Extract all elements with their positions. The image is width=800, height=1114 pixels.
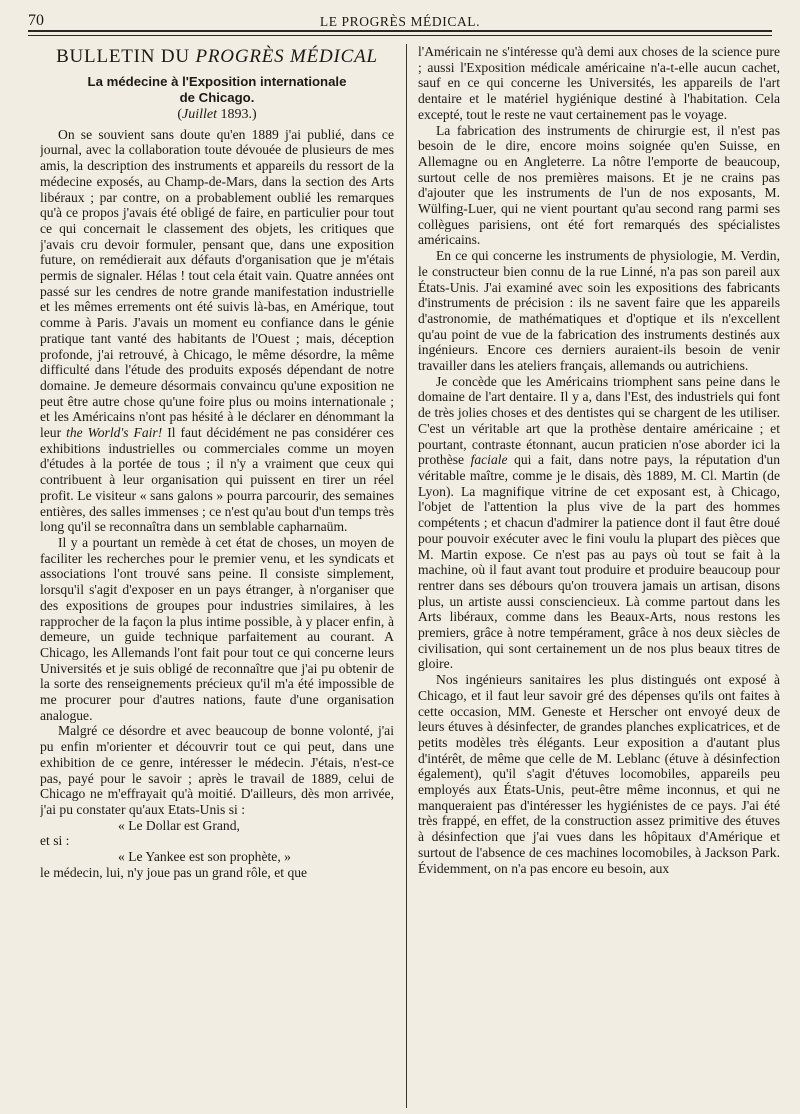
running-title: LE PROGRÈS MÉDICAL. <box>319 14 481 29</box>
quote-line-2: « Le Yankee est son prophète, » <box>118 849 291 865</box>
right-paragraph-3: En ce qui concerne les instruments de physiologie, M. Verdin, le constructeur bien connu de la rue Linné, n'a pas son pareil aux États-Unis. J'ai examiné avec soin les expositions des fabricants d'instruments de précision : ils ne savent faire que les appareils d'astronomie, de mathématiques et d'optique et ils n'excellent qu'au point de vue de la fabrication des instruments destinés aux ingénieurs. Encore ces derniers auraient-ils besoin de venir travailler dans les ateliers français, allemands ou autrichiens. <box>418 248 780 374</box>
left-column <box>40 44 394 1108</box>
left-p1-text-a: On se souvient sans doute qu'en 1889 j'ai publié, dans ce journal, avec la collaboration toute dévouée de plusieurs de mes amis, la description des instruments et appareils du ressort de la médecine exposés, au Champ-de-Mars, dans la section des Arts libéraux ; par contre, on a probablement oublié les remarques qu'à ce propos j'avais été obligé de faire, en particulier pour tout ce qui concernait le classement des objets, les critiques que j'avais cru devoir formuler, pensant que, dans une exposition future, on remédierait aux défauts d'organisation que je m'étais permis de signaler. Hélas ! tout cela était vain. Quatre années ont passé sur les cendres de notre grande manifestation industrielle et les mêmes errements ont été suivis là-bas, en Amérique, tout comme à Paris. J'avais un moment eu confiance dans le génie pratique tant vanté des habitants de l'Ouest ; mais, déception profonde, j'ai retrouvé, à Chicago, le même désordre, la même difficulté dans l'étude des produits exposés dépendant de notre domaine. Je demeure désormais convaincu qu'une exposition ne peut être autre chose qu'une foire plus ou moins internationale ; et les Américains n'ont pas hésité à le déclarer en dénommant la leur <box>40 126 394 441</box>
quote-line-1: « Le Dollar est Grand, <box>118 817 240 833</box>
quote-connector: et si : <box>40 833 70 849</box>
left-p1-italic: the World's Fair! <box>66 425 163 441</box>
left-paragraph-2: Il y a pourtant un remède à cet état de choses, un moyen de faciliter les recherches pour le premier venu, et les syndicats et associations l'ont trouvé sans peine. Il consiste simplement, lorsqu'il s'agit d'exposer en un pays étranger, à n'organiser que des expositions de groupes pour industries similaires, à les rapprocher de la façon la plus intime possible, à y placer enfin, à demeure, un guide technique parfaitement au courant. A Chicago, les Allemands l'ont fait pour tout ce qui concerne leurs Universités et je suis obligé de reconnaître que j'ai pu obtenir de la sorte des renseignements précieux qu'il m'a été impossible de me procurer pour d'autres nations, faute d'une organisation analogue. <box>40 534 394 723</box>
right-paragraph-4 <box>418 374 780 672</box>
bulletin-prefix: BULLETIN DU <box>56 46 196 67</box>
right-p4-text-a: Je concède que les Américains triomphent sans peine dans le domaine de l'art dentaire. Il y a, dans l'Est, des industriels qui font de très jolies choses et des dentistes qui se chargent de les utiliser. C'est un véritable art que la prothèse dentaire américaine ; et pourtant, contraste étonnant, aucun praticien n'ose aborder ici la prothèse <box>418 373 780 468</box>
right-paragraph-1: l'Américain ne s'intéresse qu'à demi aux choses de la science pure ; aussi l'Exposition médicale américaine n'a-t-elle aucun cachet, sauf en ce qui concerne les Universités, les appareils de l'art dentaire et le matériel hygiénique destiné à l'habitation. Cela excepté, tout le reste ne vaut certainement pas le voyage. <box>418 44 780 122</box>
date-year: 1893.) <box>217 107 257 122</box>
right-paragraph-5: Nos ingénieurs sanitaires les plus distingués ont exposé à Chicago, et il faut leur savoir gré des dépenses qu'ils ont faites à cette occasion, MM. Geneste et Herscher ont envoyé deux de leurs étuves à désinfecter, de grandes planches explicatrices, et de petits modèles très élégants. Leur exposition a d'autant plus d'intérêt, de même que celle de M. Leblanc (étuve à désinfection également), qu'il s'agit d'étuves locomobiles, appareils peu employés aux États-Unis, peut-être même inconnus, et qui ne manqueraient pas d'intéresser les hygiénistes de ce pays. J'ai été très frappé, en effet, de la construction assez primitive des étuves à désinfection que j'ai vues dans les hôpitaux d'Amérique et surtout de l'absence de ces machines locomobiles, à Jackson Park. Évidemment, on n'a pas encore eu besoin, aux <box>418 672 780 876</box>
article-date <box>40 107 394 123</box>
left-p1-text-b: Il faut décidément ne pas considérer ces exhibitions industrielles ou commerciales comme un moyen d'études à la portée de tous ; il n'y a vraiment que ceux qui contribuent à leur organisation qui puissent en tirer un réel profit. Le visiteur « sans galons » pourra parcourir, des semaines entières, des salles immenses ; ce n'est qu'au bout d'un temps très long qu'il se reconnaîtra dans un semblable capharnaüm. <box>40 425 394 535</box>
article-title-line-2: de Chicago. <box>179 89 255 105</box>
date-month: Juillet <box>182 107 217 122</box>
date-open: ( <box>177 107 182 122</box>
page-number: 70 <box>28 12 44 29</box>
left-paragraph-3: Malgré ce désordre et avec beaucoup de bonne volonté, j'ai pu enfin m'orienter et découvrir tout ce qui peut, dans une exhibition de ce genre, intéresser le médecin. J'étais, n'est-ce pas, payé pour le savoir ; après le travail de 1889, celui de Chicago ne m'effrayait qu'à moitié. D'ailleurs, dès mon arrivée, j'ai pu constater qu'aux Etats-Unis si : <box>40 723 394 817</box>
left-paragraph-1 <box>40 127 394 535</box>
bulletin-journal-name: PROGRÈS MÉDICAL <box>195 46 378 67</box>
bulletin-title <box>40 46 394 68</box>
left-last-line: le médecin, lui, n'y joue pas un grand rôle, et que <box>40 864 308 880</box>
header-rule-thick <box>28 30 772 32</box>
header-rule-thin <box>28 35 772 36</box>
right-column <box>418 44 780 1108</box>
right-paragraph-2: La fabrication des instruments de chirurgie est, il n'est pas besoin de le dire, encore moins soignée qu'en Suisse, en Allemagne ou en Angleterre. La nôtre l'emporte de beaucoup, surtout celle de nos premières maisons. Et je ne crains pas d'ajouter que les instruments de l'un de nos exposants, M. Wülfing-Luer, qui ne vient pourtant qu'au second rang parmi ses collègues parisiens, ont été fort remarqués des spécialistes américains. <box>418 122 780 248</box>
article-title-line-1: La médecine à l'Exposition internationale <box>87 74 347 89</box>
right-p4-italic: faciale <box>470 452 508 468</box>
column-separator <box>406 44 407 1108</box>
right-p4-text-b: qui a fait, dans notre pays, la réputation d'un véritable maître, comme je le disais, dès 1889, M. Cl. Martin (de Lyon). La magnifique vitrine de cet exposant est, à Chicago, l'objet de l'attention la plus vive de la part des hommes compétents ; et chacun d'admirer la patience dont il faut être doué pour pouvoir exécuter avec le fini voulu la plupart des pièces que M. Martin expose. Ce n'est pas au pays où tout se fait à la machine, où il faut avant tout produire et produire beaucoup pour rentrer dans ses débours qu'on trouvera jamais un artisan, disons plus, un artiste aussi consciencieux. Là comme partout dans les Arts libéraux, comme dans les Beaux-Arts, nous restons les premiers, grâce à notre tempérament, grâce à nos deux siècles de civilisation, qui sont certainement un de nos plus beaux titres de gloire. <box>418 452 780 672</box>
